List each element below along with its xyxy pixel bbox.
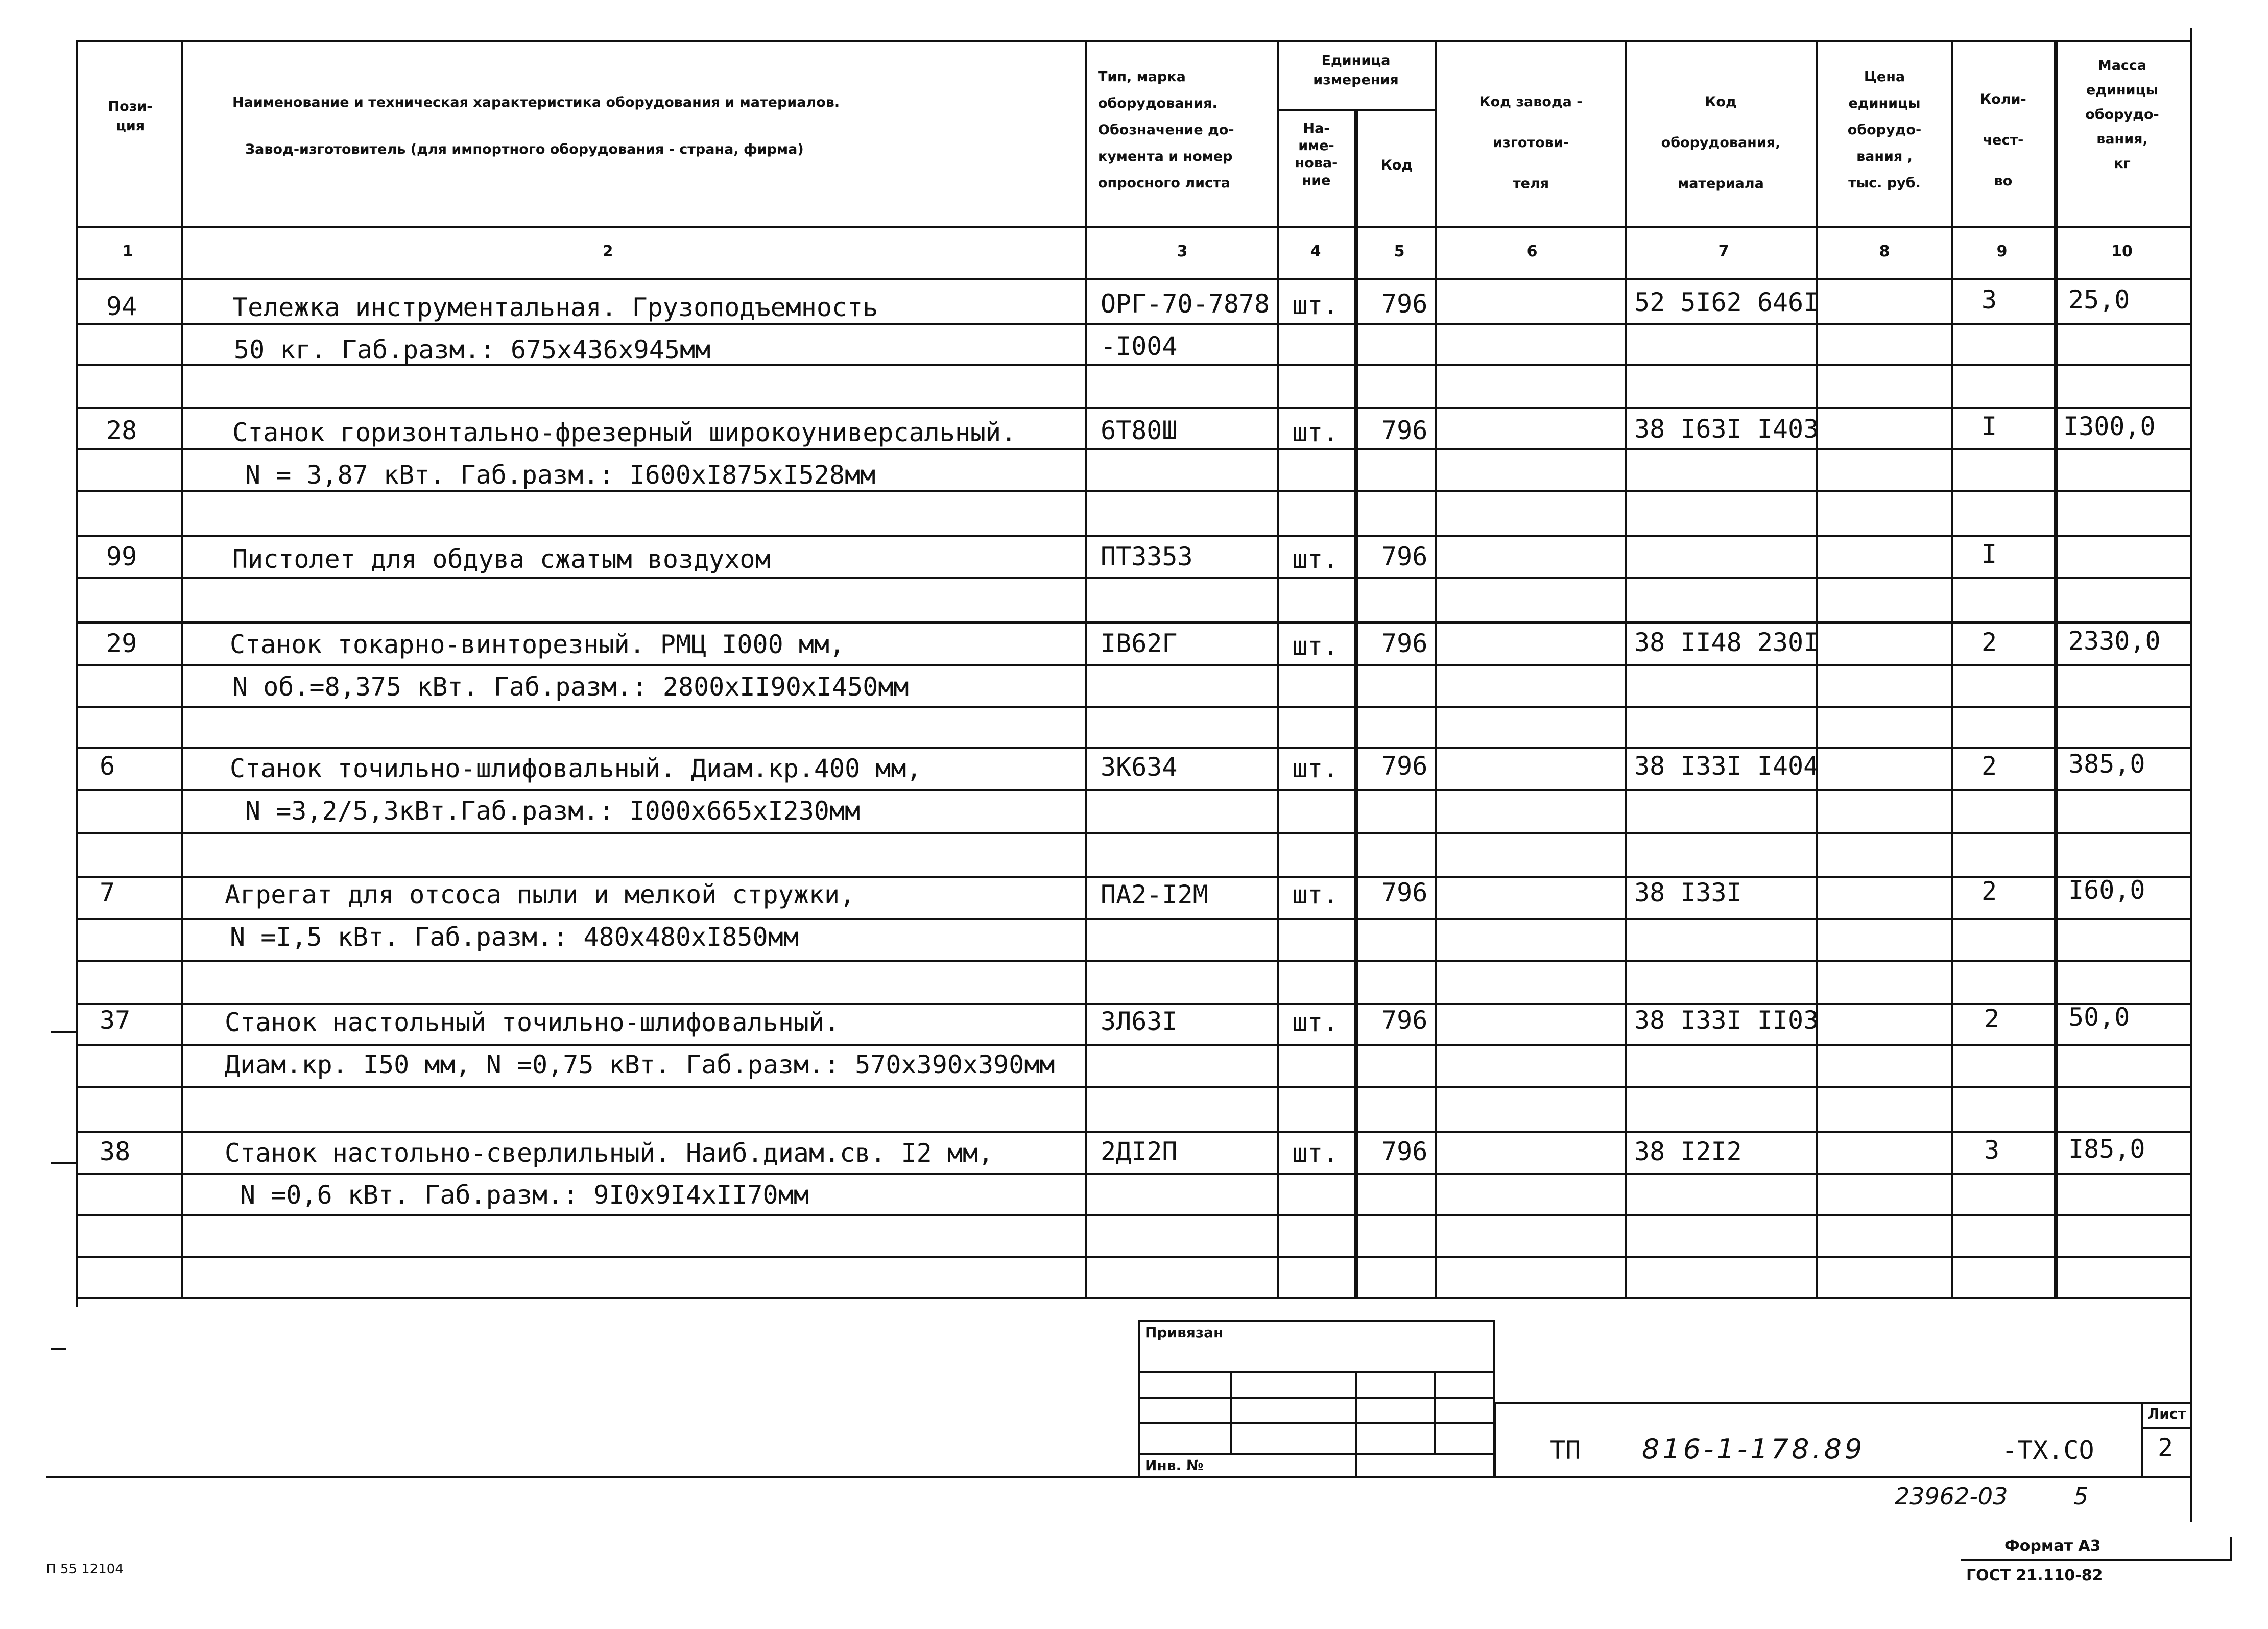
stamp-line: [1138, 1453, 1495, 1455]
header-type: Тип, марка оборудования. Обозначение до- кумента и номер опросного листа: [1098, 69, 1234, 191]
header-name-line2: Завод-изготовитель (для импортного оборудования - страна, фирма): [245, 141, 804, 157]
col-number: 8: [1879, 243, 1890, 260]
row-line: [77, 1173, 2191, 1175]
margin-tick: [51, 1348, 66, 1350]
row-unit: шт.: [1292, 631, 1339, 661]
row-name-line1: Станок горизонтально-фрезерный широкоуниверсальный.: [232, 418, 1017, 447]
outer-right-line: [2230, 1537, 2232, 1561]
row-unit-code: 796: [1381, 629, 1428, 658]
row-line: [77, 323, 2191, 325]
frame-left-line: [76, 40, 78, 1307]
row-name-line1: Станок точильно-шлифовальный. Диам.кр.400 мм,: [230, 754, 922, 783]
row-line: [77, 1003, 2191, 1005]
header-mass: Масса единицы оборудо- вания, кг: [2085, 58, 2159, 172]
sheet-box-divider: [2141, 1427, 2191, 1429]
row-line: [77, 832, 2191, 834]
col-sep-3: [1277, 40, 1279, 1297]
row-mass: 50,0: [2068, 1002, 2130, 1032]
row-equip-code: 52 5I62 646I: [1634, 288, 1819, 317]
row-qty: 3: [1984, 1135, 2000, 1165]
row-name-line1: Пистолет для обдува сжатым воздухом: [232, 544, 771, 574]
row-unit-code: 796: [1381, 1005, 1428, 1035]
row-equip-code: 38 I33I II03: [1634, 1005, 1819, 1035]
frame-bottom-line: [46, 1476, 2191, 1478]
row-mass: 2330,0: [2068, 626, 2161, 656]
row-line: [77, 577, 2191, 579]
margin-tick: [51, 1162, 77, 1164]
header-units-group: Единица измерения: [1313, 53, 1399, 88]
stamp-line: [1138, 1397, 1495, 1399]
col-number: 7: [1718, 243, 1729, 260]
row-type-line1: ОРГ-70-7878: [1101, 289, 1270, 319]
row-type-line1: 3Л63I: [1101, 1007, 1178, 1036]
row-type-line2: -I004: [1101, 331, 1178, 361]
row-qty: 3: [1981, 285, 1997, 315]
stamp-line: [1434, 1371, 1436, 1453]
col-number: 9: [1996, 243, 2008, 260]
row-line: [77, 747, 2191, 749]
row-type-line1: ПТ3353: [1101, 542, 1193, 571]
row-line: [77, 1086, 2191, 1088]
col-number: 5: [1394, 243, 1405, 260]
row-unit-code: 796: [1381, 1137, 1428, 1166]
row-mass: I85,0: [2068, 1134, 2145, 1164]
col-sep-1: [181, 40, 183, 1297]
row-name-line2: N = 3,87 кВт. Габ.разм.: I600хI875хI528мм: [245, 460, 876, 490]
row-line: [77, 918, 2191, 920]
row-mass: 385,0: [2068, 749, 2145, 779]
row-position: 38: [100, 1137, 131, 1166]
row-line: [77, 706, 2191, 708]
row-equip-code: 38 I2I2: [1634, 1137, 1742, 1166]
row-unit: шт.: [1292, 1008, 1339, 1037]
row-name-line2: 50 кг. Габ.разм.: 675х436х945мм: [234, 335, 711, 365]
row-unit: шт.: [1292, 880, 1339, 909]
units-group-line: [1277, 109, 1436, 111]
row-unit: шт.: [1292, 1138, 1339, 1168]
col-sep-7: [1816, 40, 1818, 1297]
row-position: 37: [100, 1005, 131, 1035]
row-line: [77, 960, 2191, 962]
row-name-line2: N =I,5 кВт. Габ.разм.: 480х480хI850мм: [230, 922, 799, 952]
header-qty: Коли- чест- во: [1980, 91, 2026, 189]
col-sep-5: [1435, 40, 1437, 1297]
col-number: 10: [2111, 243, 2133, 260]
col-sep-8: [1951, 40, 1953, 1297]
row-name-line1: Станок настольный точильно-шлифовальный.: [225, 1008, 840, 1037]
row-line: [77, 1214, 2191, 1216]
col-sep-4: [1354, 110, 1358, 1297]
row-type-line1: 3К634: [1101, 752, 1178, 782]
row-line: [77, 789, 2191, 791]
print-mark: П 55 12104: [46, 1562, 124, 1577]
row-name-line2: Диам.кр. I50 мм, N =0,75 кВт. Габ.разм.: 570х390х390мм: [225, 1050, 1055, 1080]
frame-top-line: [77, 40, 2191, 42]
sheet-label: Лист: [2147, 1405, 2186, 1422]
margin-tick: [51, 1031, 77, 1033]
row-type-line1: IВ62Г: [1101, 629, 1178, 658]
row-unit: шт.: [1292, 418, 1339, 447]
col-number: 3: [1177, 243, 1188, 260]
header-bottom-line: [77, 226, 2191, 228]
row-equip-code: 38 II48 230I: [1634, 628, 1819, 657]
row-line: [77, 407, 2191, 409]
row-equip-code: 38 I33I I404: [1634, 751, 1819, 781]
row-type-line1: ПА2-I2М: [1101, 880, 1208, 909]
stamp-line: [1230, 1371, 1232, 1453]
row-unit: шт.: [1292, 544, 1339, 574]
row-qty: 2: [1981, 628, 1997, 657]
row-type-line1: 6Т80Ш: [1101, 416, 1178, 445]
col-number: 2: [602, 243, 613, 260]
row-position: 7: [100, 878, 115, 907]
row-line: [77, 535, 2191, 537]
page-number: 5: [2073, 1482, 2089, 1510]
table-end-line: [77, 1297, 2191, 1299]
stamp-line: [1138, 1371, 1495, 1373]
row-type-line1: 2ДI2П: [1101, 1137, 1178, 1166]
col-sep-9: [2054, 40, 2058, 1297]
row-equip-code: 38 I63I I403: [1634, 414, 1819, 444]
header-equip-code: Код оборудования, материала: [1661, 94, 1781, 191]
row-name-line1: Тележка инструментальная. Грузоподъемность: [232, 293, 878, 322]
row-position: 99: [106, 542, 137, 571]
row-equip-code: 38 I33I: [1634, 878, 1742, 907]
col-number: 6: [1526, 243, 1538, 260]
row-line: [77, 490, 2191, 492]
row-position: 6: [100, 751, 115, 781]
row-mass: I60,0: [2068, 875, 2145, 905]
header-name-line1: Наименование и техническая характеристика оборудования и материалов.: [232, 94, 840, 110]
row-qty: I: [1981, 412, 1997, 441]
row-qty: 2: [1984, 1004, 2000, 1034]
stamp-privyazan-box: [1138, 1320, 1495, 1478]
row-qty: 2: [1981, 876, 1997, 906]
inv-number-label: Инв. №: [1145, 1457, 1204, 1474]
row-unit: шт.: [1292, 754, 1339, 783]
doc-prefix: ТП: [1550, 1435, 1581, 1465]
stamp-line: [1355, 1371, 1357, 1478]
row-unit: шт.: [1292, 291, 1339, 320]
row-line: [77, 1256, 2191, 1258]
row-qty: 2: [1981, 751, 1997, 781]
stamp-line: [1138, 1320, 1495, 1322]
format-label: Формат А3: [2004, 1537, 2101, 1555]
stamp-line: [1138, 1320, 1140, 1478]
colnum-bottom-line: [77, 278, 2191, 280]
row-unit-code: 796: [1381, 751, 1428, 781]
header-unit-code: Код: [1380, 157, 1413, 173]
row-position: 94: [106, 292, 137, 321]
row-unit-code: 796: [1381, 878, 1428, 907]
row-name-line1: Станок настольно-сверлильный. Наиб.диам.св. I2 мм,: [225, 1138, 994, 1168]
row-position: 29: [106, 629, 137, 658]
row-unit-code: 796: [1381, 542, 1428, 571]
header-unit-name: На- име- нова- ние: [1295, 121, 1338, 188]
row-line: [77, 448, 2191, 450]
row-name-line2: N =0,6 кВт. Габ.разм.: 9I0х9I4хII70мм: [240, 1180, 809, 1210]
row-line: [77, 664, 2191, 666]
row-unit-code: 796: [1381, 289, 1428, 319]
row-mass: I300,0: [2063, 412, 2156, 441]
title-block-left: [1494, 1402, 1496, 1477]
row-name-line1: Агрегат для отсоса пыли и мелкой стружки,: [225, 880, 855, 909]
order-number: 23962-03: [1895, 1482, 2008, 1510]
doc-number: 816-1-178.89: [1642, 1433, 1866, 1465]
row-line: [77, 1044, 2191, 1046]
row-line: [77, 621, 2191, 624]
header-factory-code: Код завода - изготови- теля: [1479, 94, 1583, 191]
col-sep-6: [1625, 40, 1627, 1297]
gost-label: ГОСТ 21.110-82: [1966, 1567, 2103, 1585]
row-line: [77, 876, 2191, 878]
row-name-line1: Станок токарно-винторезный. РМЦ I000 мм,: [230, 630, 845, 659]
col-sep-2: [1085, 40, 1087, 1297]
row-unit-code: 796: [1381, 416, 1428, 445]
col-number: 1: [122, 243, 133, 260]
row-line: [77, 1131, 2191, 1133]
sheet-number: 2: [2158, 1433, 2174, 1463]
row-qty: I: [1981, 539, 1997, 569]
row-position: 28: [106, 416, 137, 445]
row-mass: 25,0: [2068, 285, 2130, 315]
sheet-box-left: [2141, 1402, 2143, 1477]
col-number: 4: [1310, 243, 1321, 260]
privyazan-label: Привязан: [1145, 1324, 1224, 1341]
stamp-line: [1138, 1422, 1495, 1424]
header-price: Цена единицы оборудо- вания , тыс. руб.: [1847, 69, 1922, 191]
row-name-line2: N =3,2/5,3кВт.Габ.разм.: I000х665хI230мм: [245, 796, 861, 826]
title-block-top: [1494, 1402, 2191, 1404]
row-name-line2: N об.=8,375 кВт. Габ.разм.: 2800хII90хI450мм: [232, 672, 909, 702]
outer-bottom-line: [1961, 1559, 2232, 1561]
header-position: Пози- ция: [108, 99, 153, 134]
doc-suffix: -ТХ.СО: [2002, 1435, 2094, 1465]
